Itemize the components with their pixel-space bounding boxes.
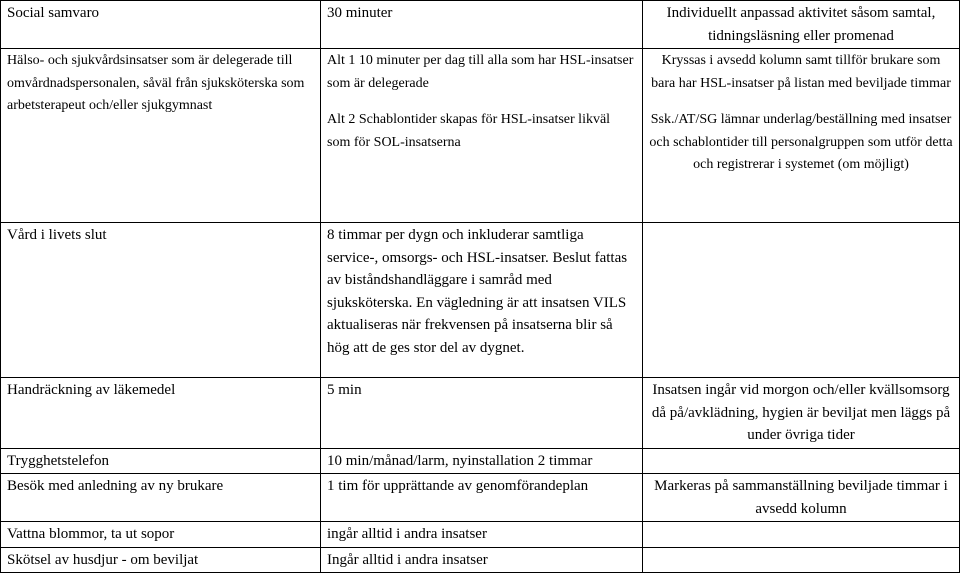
activity-cell: Handräckning av läkemedel xyxy=(1,378,321,449)
table-row-vils xyxy=(1,223,960,378)
time-alt-2: Alt 2 Schablontider skapas för HSL-insatser likväl som för SOL-insatserna xyxy=(327,112,611,150)
time-cell: ingår alltid i andra insatser xyxy=(321,522,643,548)
table-row-hsl xyxy=(1,49,960,223)
note-part-1: Kryssas i avsedd kolumn samt tillför brukare som bara har HSL-insatser på listan med beviljade timmar xyxy=(651,53,951,91)
activity-cell: Besök med anledning av ny brukare xyxy=(1,474,321,522)
note-cell xyxy=(643,547,960,573)
activity-cell: Hälso- och sjukvårdsinsatser som är delegerade till omvårdnadspersonalen, såväl från sjuksköterska som arbetsterapeut och/eller sjukgymnast xyxy=(1,49,321,223)
time-cell: Ingår alltid i andra insatser xyxy=(321,547,643,573)
note-cell xyxy=(643,223,960,378)
activity-cell: Social samvaro xyxy=(1,1,321,49)
table-row-pets xyxy=(1,547,960,573)
note-cell xyxy=(643,49,960,223)
table-row-alarm xyxy=(1,448,960,474)
time-cell: 5 min xyxy=(321,378,643,449)
activity-cell: Vård i livets slut xyxy=(1,223,321,378)
note-cell xyxy=(643,522,960,548)
note-cell: Insatsen ingår vid morgon och/eller kvällsomsorg då på/avklädning, hygien är beviljat men läggs på under övriga tider xyxy=(643,378,960,449)
activity-cell: Vattna blommor, ta ut sopor xyxy=(1,522,321,548)
time-alt-1: Alt 1 10 minuter per dag till alla som har HSL-insatser som är delegerade xyxy=(327,53,634,91)
table-row-plants xyxy=(1,522,960,548)
note-cell: Markeras på sammanställning beviljade timmar i avsedd kolumn xyxy=(643,474,960,522)
note-cell: Individuellt anpassad aktivitet såsom samtal, tidningsläsning eller promenad xyxy=(643,1,960,49)
time-cell xyxy=(321,49,643,223)
time-cell: 30 minuter xyxy=(321,1,643,49)
table-row-new-client xyxy=(1,474,960,522)
note-part-2: Ssk./AT/SG lämnar underlag/beställning med insatser och schablontider till personalgruppen som utför detta och registrerar i systemet (om möjligt) xyxy=(649,112,953,172)
table-row-social xyxy=(1,1,960,49)
activity-cell: Trygghetstelefon xyxy=(1,448,321,474)
note-cell xyxy=(643,448,960,474)
table-row-medication xyxy=(1,378,960,449)
activity-cell: Skötsel av husdjur - om beviljat xyxy=(1,547,321,573)
time-cell: 8 timmar per dygn och inkluderar samtliga service-, omsorgs- och HSL-insatser. Beslut fattas av biståndshandläggare i samråd med sjuksköterska. En vägledning är att insatsen VILS aktualiseras när frekvensen på insatserna blir så hög att de ges stor del av dygnet. xyxy=(321,223,643,378)
time-cell: 1 tim för upprättande av genomförandeplan xyxy=(321,474,643,522)
time-cell: 10 min/månad/larm, nyinstallation 2 timmar xyxy=(321,448,643,474)
